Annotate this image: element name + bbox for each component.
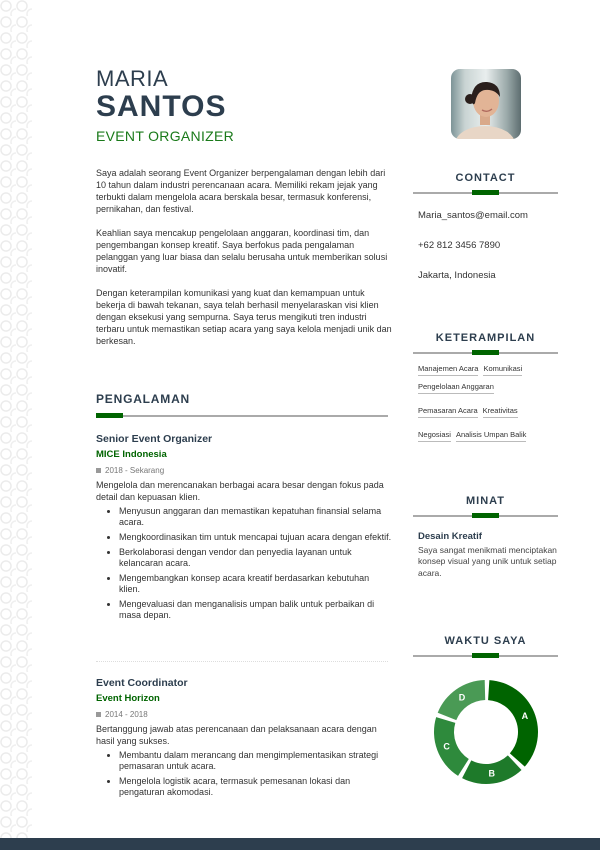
donut-label-d: D: [458, 692, 466, 703]
skills-heading: KETERAMPILAN: [435, 332, 536, 344]
job-description: Mengelola dan merencanakan berbagai acara besar dengan fokus pada detail dan kepuasan klien.: [96, 480, 384, 502]
summary-paragraph: Keahlian saya mencakup pengelolaan anggaran, koordinasi tim, dan pengembangan konsep kreatif. Saya berfokus pada pengalaman pelanggan yang luar biasa dan selalu berusaha untuk memberikan solusi inovatif.: [96, 228, 388, 274]
job-entry: [96, 433, 392, 625]
contact-phone[interactable]: +62 812 3456 7890: [418, 239, 501, 251]
calendar-icon: [96, 712, 101, 717]
job-bullet: • Mengevaluasi dan menganalisis umpan balik untuk perbaikan di masa depan.: [119, 599, 392, 621]
portrait-icon: [451, 69, 521, 139]
contact-section: [413, 172, 558, 281]
contact-location: Jakarta, Indonesia: [418, 269, 496, 281]
donut-slice-c: [434, 717, 469, 776]
footer-bar: [0, 838, 600, 850]
job-dates-text: 2014 - 2018: [105, 710, 148, 719]
summary-paragraph: Dengan keterampilan komunikasi yang kuat dan kemampuan untuk bekerja di bawah tekanan, saya telah berhasil menyelaraskan visi klien dengan eksekusi yang sempurna. Saya terus mengikuti tren industri terbaru untuk memastikan setiap acara yang saya kelola menjadi unik dan berkesan.: [96, 288, 392, 346]
interest-title: Desain Kreatif: [418, 530, 482, 542]
job-dates-text: 2018 - Sekarang: [105, 466, 165, 475]
profile-photo: [451, 69, 521, 139]
last-name: SANTOS: [96, 90, 227, 123]
job-role: Senior Event Organizer: [96, 433, 213, 445]
divider-accent: [472, 350, 499, 355]
job-company: Event Horizon: [96, 693, 160, 704]
job-bullet: • Mengelola logistik acara, termasuk pemesanan lokasi dan pengaturan akomodasi.: [119, 776, 392, 798]
interest-description: Saya sangat menikmati menciptakan konsep visual yang unik untuk setiap acara.: [418, 544, 557, 578]
skill-tag: Analisis Umpan Balik: [456, 430, 526, 442]
time-section: [413, 635, 558, 657]
job-bullet: • Mengembangkan konsep acara kreatif berdasarkan kebutuhan klien.: [119, 573, 392, 595]
job-bullet: • Membantu dalam merancang dan mengimplementasikan strategi pemasaran untuk acara.: [119, 750, 392, 772]
calendar-icon: [96, 468, 101, 473]
job-entry: [96, 677, 392, 802]
skills-list: [418, 364, 558, 442]
job-dates: [96, 466, 392, 475]
divider-accent: [472, 513, 499, 518]
job-title: EVENT ORGANIZER: [96, 128, 235, 144]
skill-tag: Pengelolaan Anggaran: [418, 382, 494, 394]
divider-accent: [472, 653, 499, 658]
experience-divider: [96, 415, 388, 417]
donut-label-c: C: [443, 741, 450, 752]
time-heading: WAKTU SAYA: [444, 635, 527, 647]
job-company: MICE Indonesia: [96, 449, 167, 460]
job-description: Bertanggung jawab atas perencanaan dan pelaksanaan acara dengan hasil yang sukses.: [96, 724, 377, 746]
skill-tag: Komunikasi: [483, 364, 522, 376]
time-divider: [413, 655, 558, 657]
job-bullet: • Menyusun anggaran dan memastikan kepatuhan finansial selama acara.: [119, 506, 392, 528]
job-bullet: • Berkolaborasi dengan vendor dan penyedia layanan untuk kelancaran acara.: [119, 547, 392, 569]
job-separator: [96, 661, 388, 662]
divider-accent: [472, 190, 499, 195]
interests-heading: MINAT: [465, 495, 505, 507]
job-dates: [96, 710, 392, 719]
donut-slice-a: [488, 680, 538, 767]
summary: [96, 167, 392, 359]
summary-paragraph: Saya adalah seorang Event Organizer berpengalaman dengan lebih dari 10 tahun dalam industri perencanaan acara. Memiliki rekam jejak yang terbukti dalam mengelola acara berskala besar, termasuk konferensi, pernikahan, dan festival.: [96, 168, 386, 214]
experience-heading: PENGALAMAN: [96, 392, 190, 406]
time-donut-chart: [430, 676, 542, 788]
first-name: MARIA: [96, 66, 169, 91]
job-bullets: [96, 750, 392, 798]
skill-tag: Pemasaran Acara: [418, 406, 478, 418]
job-role: Event Coordinator: [96, 677, 188, 689]
contact-divider: [413, 192, 558, 194]
donut-label-b: B: [488, 768, 495, 779]
contact-heading: CONTACT: [455, 172, 516, 184]
job-bullet: • Mengkoordinasikan tim untuk mencapai tujuan acara dengan efektif.: [119, 532, 392, 543]
contact-email[interactable]: Maria_santos@email.com: [418, 209, 528, 221]
interests-divider: [413, 515, 558, 517]
donut-label-a: A: [521, 711, 529, 722]
skills-section: [413, 332, 558, 442]
job-bullets: [96, 506, 392, 621]
skills-divider: [413, 352, 558, 354]
interests-section: [413, 495, 558, 579]
decorative-pattern: [0, 0, 32, 838]
skill-tag: Negosiasi: [418, 430, 451, 442]
skill-tag: Kreativitas: [483, 406, 518, 418]
divider-accent: [96, 413, 123, 418]
skill-tag: Manajemen Acara: [418, 364, 478, 376]
